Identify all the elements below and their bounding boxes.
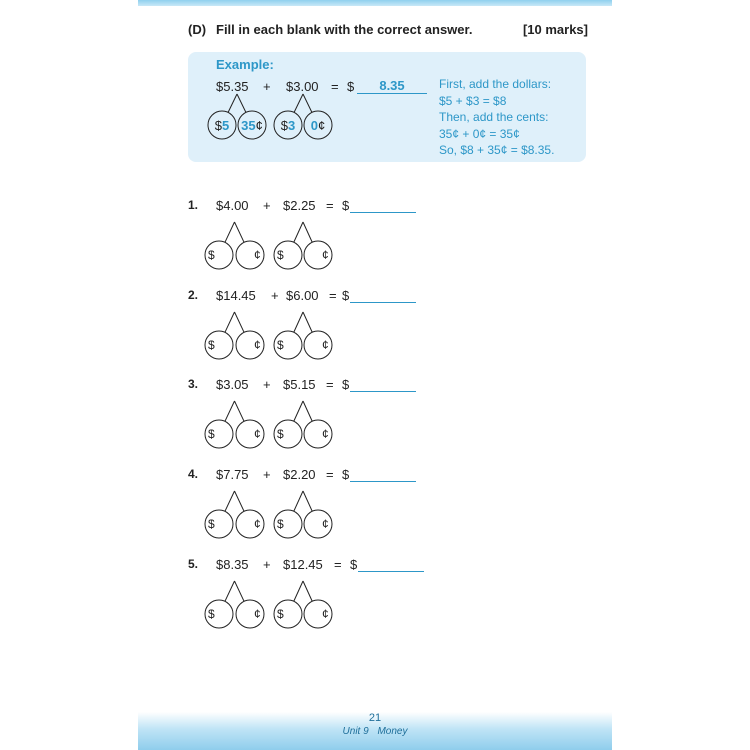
dollar-sign: $: [342, 198, 350, 213]
dollar-label: $: [208, 248, 215, 262]
dollar-label: $: [208, 338, 215, 352]
bond-branch: [228, 94, 237, 112]
bond-branch: [225, 312, 235, 332]
operator: +: [263, 377, 271, 392]
bond-pair: [274, 222, 332, 269]
bond-pair: [274, 312, 332, 359]
addend-a: $8.35: [216, 557, 249, 572]
page-number: 21: [368, 712, 382, 724]
number-bond: [204, 308, 334, 363]
operator: +: [263, 467, 271, 482]
cent-label: ¢: [254, 607, 261, 621]
answer-blank[interactable]: [350, 198, 416, 213]
top-band: [138, 0, 612, 6]
bond-branch: [235, 222, 245, 242]
addend-b: $2.20: [283, 467, 316, 482]
bond-branch: [235, 581, 245, 601]
bond-branch: [294, 401, 303, 421]
dollar-label: $: [277, 427, 284, 441]
bond-branch: [235, 312, 245, 332]
bond-branch: [294, 94, 303, 112]
number-bond: [204, 218, 334, 273]
bond-value: $5: [214, 118, 230, 133]
section-instruction: Fill in each blank with the correct answer.: [216, 22, 473, 37]
addend-b: $2.25: [283, 198, 316, 213]
addend-b: $6.00: [286, 288, 319, 303]
equals-sign: =: [326, 467, 334, 482]
explanation-line: First, add the dollars:: [439, 77, 552, 91]
answer-blank[interactable]: [350, 288, 416, 303]
example-answer: 8.35: [357, 79, 427, 94]
worksheet-page: [138, 0, 612, 750]
equals-sign: =: [329, 288, 337, 303]
equals-sign: =: [326, 198, 334, 213]
bond-branch: [303, 401, 312, 421]
bond-value: $3: [280, 118, 296, 133]
question-number: 1.: [188, 198, 199, 212]
dollar-sign: $: [350, 557, 358, 572]
operator: +: [263, 198, 271, 213]
cent-label: ¢: [322, 607, 329, 621]
dollar-sign: $: [342, 288, 350, 303]
dollar-label: $: [208, 607, 215, 621]
bond-branch: [235, 491, 245, 511]
cent-label: ¢: [322, 427, 329, 441]
bond-branch: [235, 401, 245, 421]
bond-branch: [303, 312, 312, 332]
bond-pair: [274, 94, 332, 139]
cent-label: ¢: [322, 338, 329, 352]
example-op: +: [263, 79, 271, 94]
addend-b: $12.45: [283, 557, 323, 572]
bond-value: 35¢: [241, 118, 263, 133]
example-title: Example:: [216, 57, 274, 72]
operator: +: [271, 288, 279, 303]
dollar-sign: $: [342, 377, 350, 392]
example-addend-a: $5.35: [216, 79, 249, 94]
question-number: 2.: [188, 288, 199, 302]
footer-unit-label: Unit 9: [342, 726, 369, 737]
question-number: 4.: [188, 467, 199, 481]
cent-label: ¢: [254, 338, 261, 352]
explanation-line: 35¢ + 0¢ = 35¢: [439, 126, 520, 141]
number-bond: [204, 487, 334, 542]
answer-blank[interactable]: [358, 557, 424, 572]
bond-branch: [225, 581, 235, 601]
number-bond: [204, 577, 334, 632]
bond-branch: [225, 222, 235, 242]
question-number: 5.: [188, 557, 199, 571]
equals-sign: =: [326, 377, 334, 392]
explanation-line: Then, add the cents:: [439, 110, 549, 124]
explanation-line: $5 + $3 = $8: [439, 93, 507, 108]
cent-label: ¢: [254, 427, 261, 441]
question-number: 3.: [188, 377, 199, 391]
addend-b: $5.15: [283, 377, 316, 392]
bond-pair: [274, 491, 332, 538]
example-box: [188, 52, 586, 162]
bond-value: 0¢: [310, 118, 326, 133]
addend-a: $7.75: [216, 467, 249, 482]
bond-pair: [205, 312, 264, 359]
bond-branch: [303, 581, 312, 601]
answer-blank[interactable]: [350, 467, 416, 482]
bond-branch: [294, 312, 303, 332]
dollar-label: $: [208, 517, 215, 531]
dollar-label: $: [277, 517, 284, 531]
dollar-label: $: [277, 248, 284, 262]
addend-a: $14.45: [216, 288, 256, 303]
bond-pair: [205, 581, 264, 628]
bond-branch: [303, 491, 312, 511]
equals-sign: =: [334, 557, 342, 572]
bond-pair: [205, 491, 264, 538]
bond-pair: [274, 401, 332, 448]
bond-branch: [294, 491, 303, 511]
explanation-line: So, $8 + 35¢ = $8.35.: [439, 143, 555, 157]
example-explanation: [439, 76, 554, 159]
bond-branch: [225, 491, 235, 511]
addend-a: $3.05: [216, 377, 249, 392]
footer-unit: [138, 726, 612, 737]
bond-pair: [208, 94, 266, 139]
example-addend-b: $3.00: [286, 79, 319, 94]
bond-branch: [237, 94, 246, 112]
dollar-sign: $: [342, 467, 350, 482]
operator: +: [263, 557, 271, 572]
cent-label: ¢: [322, 517, 329, 531]
addend-a: $4.00: [216, 198, 249, 213]
answer-blank[interactable]: [350, 377, 416, 392]
example-dollar: $: [347, 79, 355, 94]
bond-pair: [274, 581, 332, 628]
dollar-label: $: [277, 338, 284, 352]
bond-branch: [303, 222, 312, 242]
bond-pair: [205, 401, 264, 448]
section-letter: (D): [188, 22, 207, 37]
cent-label: ¢: [254, 248, 261, 262]
footer-unit-title: Money: [377, 726, 408, 737]
bond-branch: [294, 222, 303, 242]
bond-branch: [294, 581, 303, 601]
section-marks: [10 marks]: [522, 22, 588, 37]
bond-branch: [225, 401, 235, 421]
bond-pair: [205, 222, 264, 269]
number-bond: [204, 397, 334, 452]
cent-label: ¢: [254, 517, 261, 531]
dollar-label: $: [208, 427, 215, 441]
cent-label: ¢: [322, 248, 329, 262]
dollar-label: $: [277, 607, 284, 621]
example-equals: =: [331, 79, 339, 94]
bond-branch: [303, 94, 312, 112]
example-number-bond: [207, 93, 337, 143]
